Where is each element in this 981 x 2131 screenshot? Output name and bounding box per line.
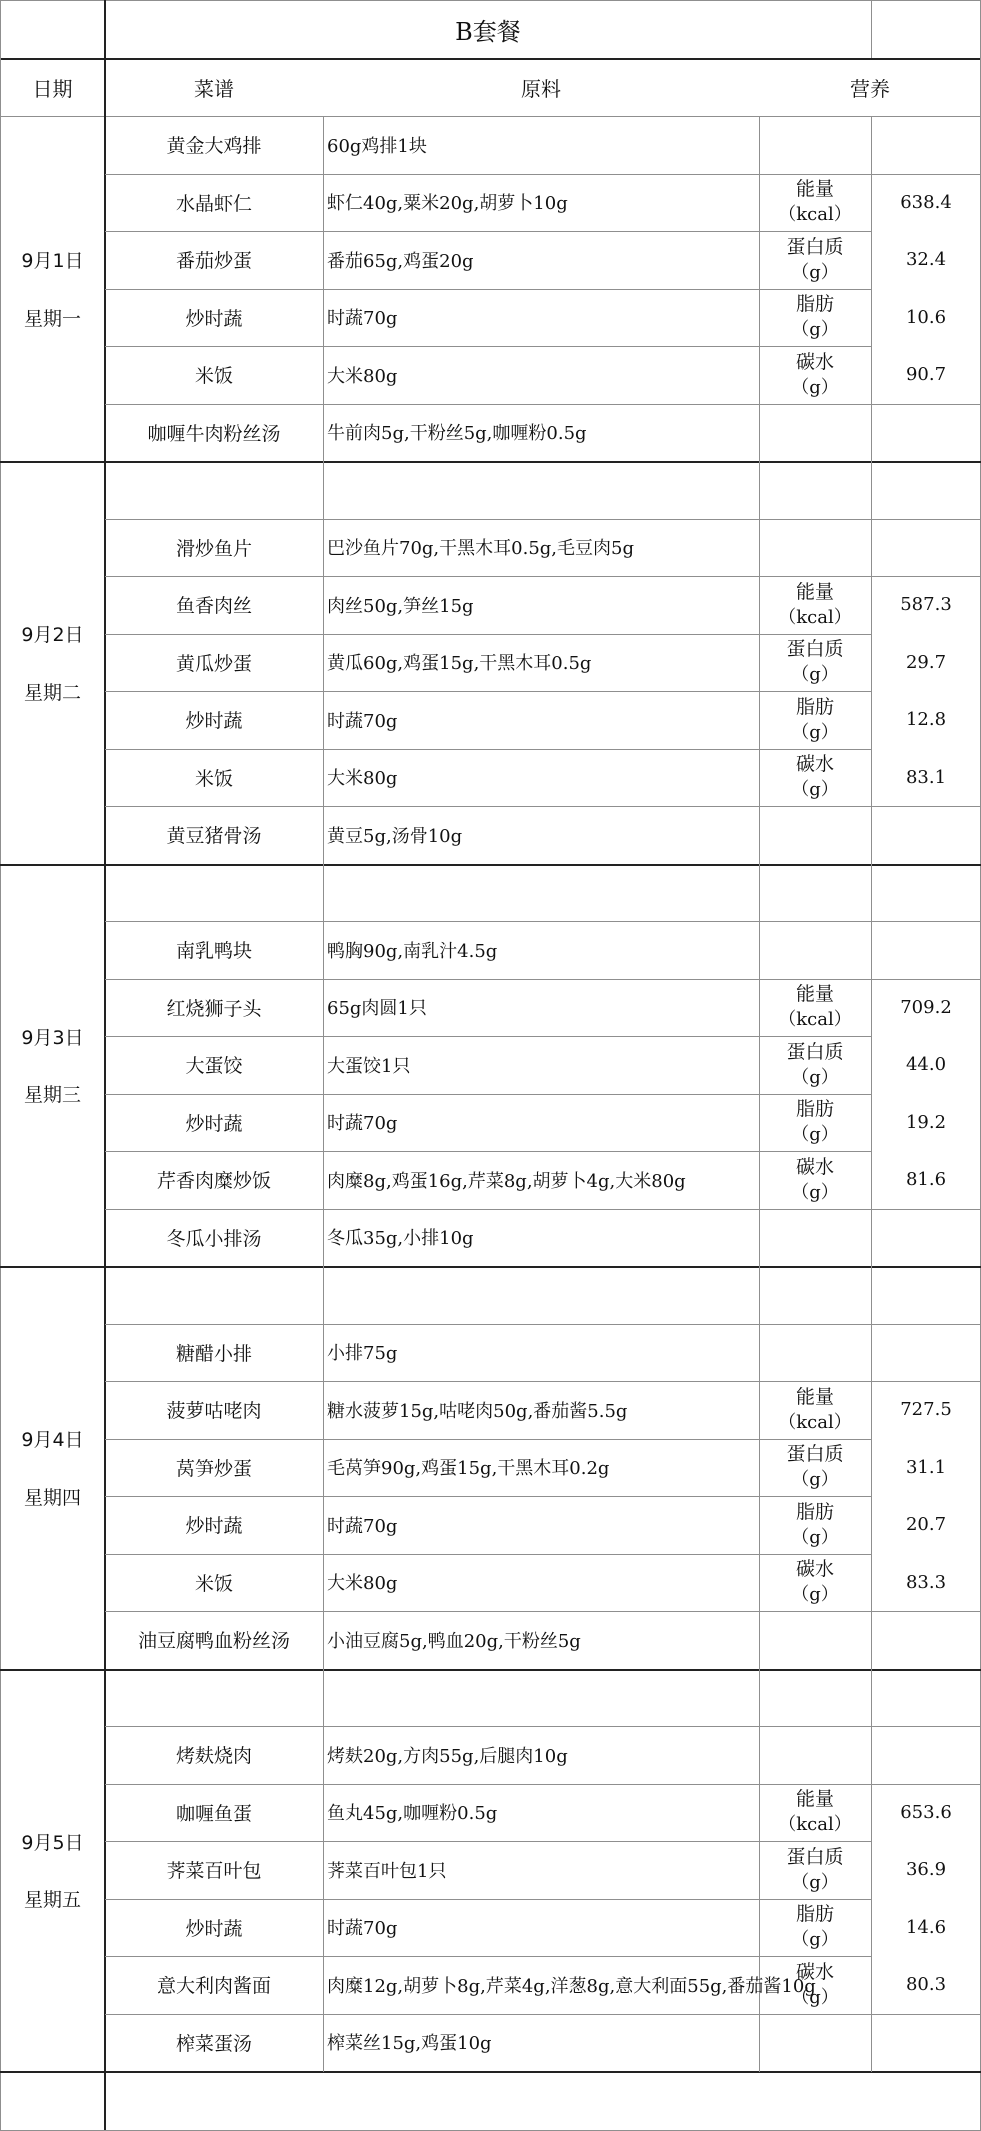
dish-ingredients: 冬瓜35g,小排10g bbox=[327, 1228, 474, 1250]
nutrient-name: 蛋白质 bbox=[786, 1845, 844, 1868]
nutrient-unit: （kcal） bbox=[778, 606, 852, 628]
dish-name: 鱼香肉丝 bbox=[175, 595, 252, 618]
nutrient-name: 脂肪 bbox=[795, 1500, 834, 1523]
dish-name: 炒时蔬 bbox=[185, 1112, 243, 1135]
grid-line-horizontal bbox=[759, 921, 981, 922]
grid-line-horizontal bbox=[0, 864, 981, 866]
dish-ingredients: 时蔬70g bbox=[327, 308, 398, 330]
nutrient-label bbox=[759, 1956, 871, 2014]
dish-name: 大蛋饺 bbox=[185, 1055, 243, 1078]
dish-name: 炒时蔬 bbox=[185, 1917, 243, 1940]
grid-line-horizontal bbox=[759, 1726, 981, 1727]
grid-line-horizontal bbox=[759, 404, 981, 405]
nutrient-name: 碳水 bbox=[795, 1960, 834, 1983]
dish-name: 冬瓜小排汤 bbox=[166, 1227, 262, 1250]
grid-line-horizontal bbox=[759, 1611, 981, 1612]
day-weekday: 星期一 bbox=[23, 307, 81, 330]
nutrient-name: 脂肪 bbox=[795, 1903, 834, 1926]
dish-name: 炒时蔬 bbox=[185, 1515, 243, 1538]
nutrient-unit: （g） bbox=[791, 1066, 839, 1088]
nutrient-name: 能量 bbox=[795, 983, 834, 1006]
nutrient-label bbox=[759, 1439, 871, 1497]
dish-ingredients: 肉糜8g,鸡蛋16g,芹菜8g,胡萝卜4g,大米80g bbox=[327, 1170, 686, 1192]
dish-ingredients: 肉糜12g,胡萝卜8g,芹菜4g,洋葱8g,意大利面55g,番茄酱10g bbox=[327, 1975, 816, 1997]
nutrient-unit: （kcal） bbox=[778, 1411, 852, 1433]
nutrient-unit: （g） bbox=[791, 1929, 839, 1951]
nutrient-label bbox=[759, 1899, 871, 1957]
dish-name: 意大利肉酱面 bbox=[156, 1975, 271, 1998]
day-date: 9月4日 bbox=[21, 1429, 84, 1451]
dish-ingredients: 大米80g bbox=[327, 1573, 398, 1595]
dish-name: 滑炒鱼片 bbox=[175, 537, 252, 560]
nutrient-value: 81.6 bbox=[905, 1169, 947, 1191]
day-date: 9月1日 bbox=[21, 250, 84, 273]
nutrient-label bbox=[759, 691, 871, 749]
dish-ingredients: 番茄65g,鸡蛋20g bbox=[327, 250, 474, 272]
nutrient-name: 能量 bbox=[795, 178, 834, 201]
dish-name: 米饭 bbox=[194, 1572, 233, 1595]
nutrient-unit: （kcal） bbox=[778, 204, 852, 226]
nutrient-unit: （g） bbox=[791, 1986, 839, 2008]
day-weekday: 星期四 bbox=[23, 1486, 81, 1509]
dish-ingredients: 肉丝50g,笋丝15g bbox=[327, 595, 474, 617]
nutrient-value: 12.8 bbox=[905, 709, 947, 731]
nutrient-label bbox=[759, 979, 871, 1037]
dish-name: 番茄炒蛋 bbox=[175, 250, 252, 273]
dish-ingredients: 毛莴笋90g,鸡蛋15g,干黑木耳0.2g bbox=[327, 1458, 610, 1480]
nutrient-name: 碳水 bbox=[795, 1155, 834, 1178]
nutrient-label bbox=[759, 174, 871, 232]
dish-name: 咖喱鱼蛋 bbox=[175, 1802, 252, 1825]
grid-line-horizontal bbox=[0, 461, 981, 463]
sheet-title: B套餐 bbox=[455, 17, 521, 46]
grid-line-horizontal bbox=[0, 1266, 981, 1268]
dish-ingredients: 60g鸡排1块 bbox=[327, 135, 427, 157]
dish-name: 黄豆猪骨汤 bbox=[166, 825, 262, 848]
nutrient-name: 碳水 bbox=[795, 753, 834, 776]
nutrient-label bbox=[759, 1554, 871, 1612]
dish-ingredients: 时蔬70g bbox=[327, 1918, 398, 1940]
nutrient-unit: （g） bbox=[791, 261, 839, 283]
dish-ingredients: 大米80g bbox=[327, 768, 398, 790]
dish-ingredients: 65g肉圆1只 bbox=[327, 998, 427, 1020]
grid-line-horizontal bbox=[759, 806, 981, 807]
dish-name: 米饭 bbox=[194, 767, 233, 790]
grid-line-horizontal bbox=[0, 2071, 981, 2073]
nutrient-label bbox=[759, 1094, 871, 1152]
nutrient-label bbox=[759, 1036, 871, 1094]
grid-line-horizontal bbox=[0, 1669, 981, 1671]
nutrient-name: 蛋白质 bbox=[786, 235, 844, 258]
nutrient-value: 10.6 bbox=[905, 306, 947, 328]
dish-name: 榨菜蛋汤 bbox=[175, 2032, 252, 2055]
nutrient-label bbox=[759, 346, 871, 404]
nutrient-value: 83.1 bbox=[905, 766, 947, 788]
nutrient-name: 脂肪 bbox=[795, 293, 834, 316]
nutrient-name: 蛋白质 bbox=[786, 638, 844, 661]
nutrient-label bbox=[759, 576, 871, 634]
dish-ingredients: 榨菜丝15g,鸡蛋10g bbox=[327, 2033, 492, 2055]
dish-name: 糖醋小排 bbox=[175, 1342, 252, 1365]
nutrient-value: 83.3 bbox=[905, 1571, 947, 1593]
nutrient-unit: （g） bbox=[791, 319, 839, 341]
day-weekday: 星期三 bbox=[23, 1084, 81, 1106]
nutrient-unit: （g） bbox=[791, 721, 839, 743]
day-weekday: 星期五 bbox=[23, 1889, 81, 1911]
dish-name: 咖喱牛肉粉丝汤 bbox=[147, 422, 281, 445]
dish-name: 米饭 bbox=[194, 365, 233, 388]
nutrient-unit: （g） bbox=[791, 1526, 839, 1548]
nutrient-label bbox=[759, 634, 871, 692]
nutrient-unit: （g） bbox=[791, 1469, 839, 1491]
dish-name: 烤麸烧肉 bbox=[175, 1745, 252, 1768]
dish-ingredients: 牛前肉5g,干粉丝5g,咖喱粉0.5g bbox=[327, 423, 587, 445]
nutrient-label bbox=[759, 1151, 871, 1209]
nutrient-value: 29.7 bbox=[905, 651, 947, 673]
dish-ingredients: 荠菜百叶包1只 bbox=[327, 1860, 447, 1882]
header-menu: 菜谱 bbox=[194, 76, 234, 101]
dish-ingredients: 小排75g bbox=[327, 1343, 398, 1365]
nutrient-name: 蛋白质 bbox=[786, 1443, 844, 1466]
nutrient-unit: （g） bbox=[791, 1181, 839, 1203]
header-ingredients: 原料 bbox=[521, 76, 561, 101]
dish-ingredients: 烤麸20g,方肉55g,后腿肉10g bbox=[327, 1745, 568, 1767]
dish-name: 油豆腐鸭血粉丝汤 bbox=[137, 1630, 290, 1653]
nutrient-unit: （g） bbox=[791, 1584, 839, 1606]
nutrient-value: 80.3 bbox=[905, 1974, 947, 1996]
header-date: 日期 bbox=[32, 76, 73, 101]
dish-ingredients: 黄瓜60g,鸡蛋15g,干黑木耳0.5g bbox=[327, 653, 592, 675]
dish-name: 芹香肉糜炒饭 bbox=[156, 1170, 271, 1193]
nutrient-name: 脂肪 bbox=[795, 1098, 834, 1121]
nutrient-name: 脂肪 bbox=[795, 695, 834, 718]
dish-name: 红烧狮子头 bbox=[166, 997, 262, 1020]
grid-line-horizontal bbox=[0, 58, 981, 60]
day-date: 9月2日 bbox=[21, 624, 84, 646]
dish-name: 莴笋炒蛋 bbox=[175, 1457, 252, 1480]
dish-name: 炒时蔬 bbox=[185, 307, 243, 330]
nutrient-unit: （g） bbox=[791, 779, 839, 801]
nutrient-value: 653.6 bbox=[900, 1801, 952, 1823]
dish-ingredients: 大米80g bbox=[327, 365, 398, 387]
nutrient-value: 44.0 bbox=[905, 1054, 947, 1076]
nutrient-label bbox=[759, 1381, 871, 1439]
dish-ingredients: 糖水菠萝15g,咕咾肉50g,番茄酱5.5g bbox=[327, 1400, 628, 1422]
nutrient-label bbox=[759, 1496, 871, 1554]
nutrient-unit: （g） bbox=[791, 664, 839, 686]
nutrient-label bbox=[759, 1841, 871, 1899]
nutrient-value: 32.4 bbox=[905, 249, 947, 271]
nutrient-unit: （g） bbox=[791, 376, 839, 398]
dish-ingredients: 鸭胸90g,南乳汁4.5g bbox=[327, 940, 498, 962]
nutrient-value: 638.4 bbox=[900, 191, 952, 213]
nutrient-label bbox=[759, 749, 871, 807]
nutrient-value: 20.7 bbox=[905, 1514, 947, 1536]
grid-line-horizontal bbox=[759, 2014, 981, 2015]
nutrient-name: 碳水 bbox=[795, 1558, 834, 1581]
dish-ingredients: 巴沙鱼片70g,干黑木耳0.5g,毛豆肉5g bbox=[327, 538, 634, 560]
nutrient-name: 能量 bbox=[795, 1385, 834, 1408]
dish-ingredients: 时蔬70g bbox=[327, 1515, 398, 1537]
dish-name: 菠萝咕咾肉 bbox=[166, 1400, 262, 1423]
nutrient-value: 36.9 bbox=[905, 1859, 947, 1881]
nutrient-label bbox=[759, 231, 871, 289]
nutrient-name: 能量 bbox=[795, 580, 834, 603]
nutrient-name: 蛋白质 bbox=[786, 1040, 844, 1063]
nutrient-value: 14.6 bbox=[905, 1916, 947, 1938]
nutrient-name: 碳水 bbox=[795, 350, 834, 373]
dish-name: 水晶虾仁 bbox=[175, 192, 252, 215]
nutrient-name: 能量 bbox=[795, 1788, 834, 1811]
nutrient-value: 709.2 bbox=[900, 996, 952, 1018]
nutrient-label bbox=[759, 289, 871, 347]
dish-ingredients: 鱼丸45g,咖喱粉0.5g bbox=[327, 1803, 498, 1825]
dish-name: 南乳鸭块 bbox=[175, 940, 252, 963]
grid-line-horizontal bbox=[759, 519, 981, 520]
day-date: 9月5日 bbox=[21, 1831, 84, 1854]
nutrient-unit: （g） bbox=[791, 1871, 839, 1893]
nutrient-value: 31.1 bbox=[905, 1456, 947, 1478]
day-weekday: 星期二 bbox=[23, 681, 81, 704]
grid-line-horizontal bbox=[759, 1209, 981, 1210]
dish-ingredients: 时蔬70g bbox=[327, 710, 398, 732]
dish-ingredients: 小油豆腐5g,鸭血20g,干粉丝5g bbox=[327, 1630, 581, 1652]
nutrient-value: 19.2 bbox=[905, 1111, 947, 1133]
grid-line-vertical bbox=[871, 0, 872, 58]
nutrient-unit: （kcal） bbox=[778, 1814, 852, 1836]
dish-name: 炒时蔬 bbox=[185, 710, 243, 733]
dish-ingredients: 大蛋饺1只 bbox=[327, 1055, 411, 1077]
dish-ingredients: 虾仁40g,粟米20g,胡萝卜10g bbox=[327, 193, 568, 215]
nutrient-value: 90.7 bbox=[905, 364, 947, 386]
nutrient-unit: （kcal） bbox=[778, 1009, 852, 1031]
nutrient-value: 727.5 bbox=[900, 1399, 952, 1421]
nutrient-unit: （g） bbox=[791, 1124, 839, 1146]
grid-line-horizontal bbox=[759, 1324, 981, 1325]
dish-name: 黄瓜炒蛋 bbox=[175, 652, 252, 675]
nutrient-label bbox=[759, 1784, 871, 1842]
dish-name: 荠菜百叶包 bbox=[166, 1860, 262, 1883]
dish-ingredients: 黄豆5g,汤骨10g bbox=[327, 825, 463, 847]
day-date: 9月3日 bbox=[21, 1026, 84, 1049]
grid-line-horizontal bbox=[0, 0, 981, 1]
nutrient-value: 587.3 bbox=[900, 594, 952, 616]
header-nutrition: 营养 bbox=[850, 76, 890, 101]
dish-name: 黄金大鸡排 bbox=[166, 135, 262, 158]
dish-ingredients: 时蔬70g bbox=[327, 1113, 398, 1135]
